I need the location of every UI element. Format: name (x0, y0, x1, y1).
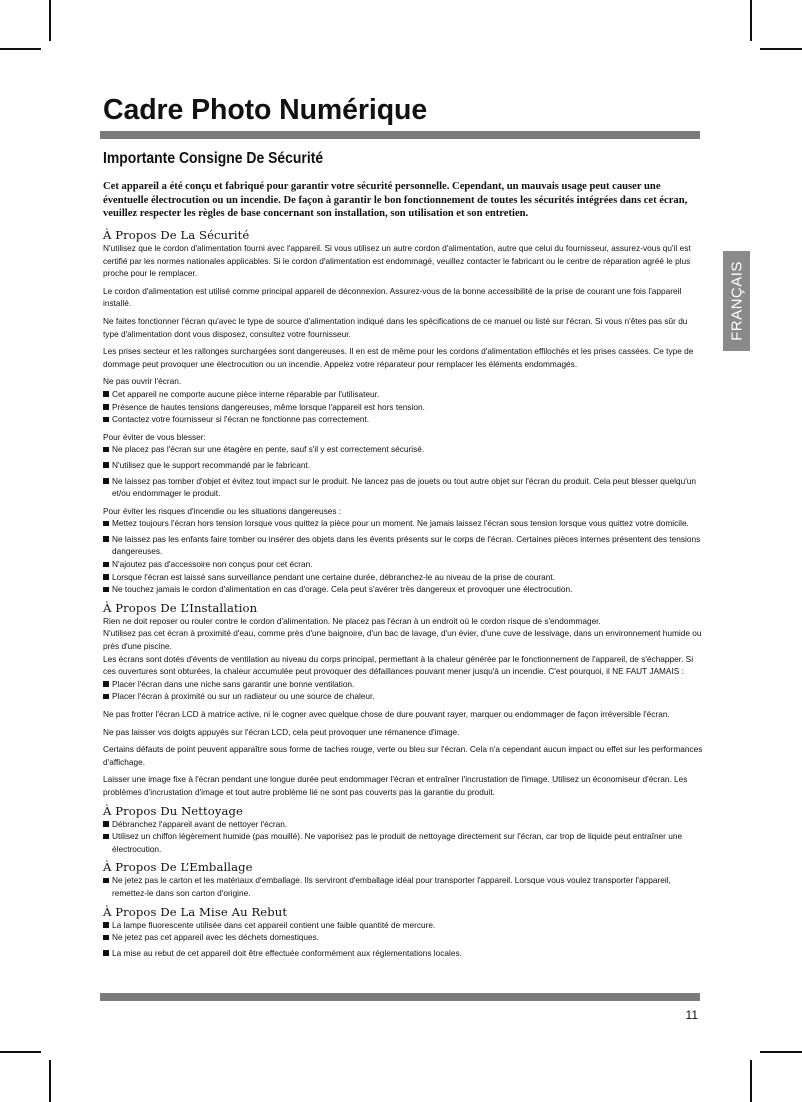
section-securite (103, 228, 703, 596)
square-bullet-icon (103, 478, 109, 484)
square-bullet-icon (103, 447, 109, 453)
square-bullet-icon (103, 404, 109, 410)
paragraph: Les prises secteur et les rallonges surchargées sont dangereuses. Il en est de même pour les cordons d'alimentation effilochés et les prises cassées. Ce type de dommage peut provoquer une électrocution ou un incendie. Appelez votre réparateur pour remplacer les éléments endommagés. (103, 346, 694, 369)
intro-paragraph: Cet appareil a été conçu et fabriqué pour garantir votre sécurité personnelle. Cependant, un mauvais usage peut causer une éventuelle électrocution ou un incendie. De façon à garantir le bon fonctionnement de toutes les sécurités intégrées dans cet écran, veuillez respecter les règles de base concernant son installation, son utilisation et son entretien. (103, 181, 688, 220)
crop-mark-br-v (750, 1060, 752, 1102)
crop-mark-tl-v (49, 0, 51, 41)
list-item: Placer l'écran à proximité ou sur un radiateur ou une source de chaleur. (103, 690, 703, 703)
square-bullet-icon (103, 681, 109, 687)
crop-mark-bl-h (0, 1051, 41, 1053)
language-label: FRANÇAIS (728, 261, 745, 341)
list-label: Ne pas ouvrir l'écran. (103, 376, 182, 387)
title-divider-bar (100, 131, 700, 139)
paragraph: Les écrans sont dotés d'évents de ventilation au niveau du corps principal, permettant à la chaleur générée par le fonctionnement de l'appareil, de s'échapper. Si ces ouvertures sont obturées, la chaleur accumulée peut provoquer des défaillances pouvant mener jusqu'à un incendie. C'est pourquoi, il NE FAUT JAMAIS : (103, 653, 694, 677)
list-item: Ne jetez pas cet appareil avec les déchets domestiques. (103, 931, 703, 944)
paragraph: Le cordon d'alimentation est utilisé comme principal appareil de déconnexion. Assurez-vous de la bonne accessibilité de la prise de courant une fois l'appareil installé. (103, 285, 682, 309)
list-item: Utilisez un chiffon légèrement humide (pas mouillé). Ne vaporisez pas le produit de nettoyage directement sur l'écran, car trop de liquide peut entraîner une électrocution. (103, 830, 703, 855)
square-bullet-icon (103, 694, 109, 700)
list-item: La mise au rebut de cet appareil doit être effectuée conformément aux réglementations locales. (103, 947, 703, 960)
square-bullet-icon (103, 574, 109, 580)
language-side-tab (723, 251, 750, 351)
bullet-list (103, 678, 703, 703)
square-bullet-icon (103, 536, 109, 542)
square-bullet-icon (103, 562, 109, 568)
square-bullet-icon (103, 935, 109, 941)
square-bullet-icon (103, 417, 109, 423)
paragraph: Rien ne doit reposer ou rouler contre le cordon d'alimentation. Ne placez pas l'écran à un endroit où le cordon risque de s'endommager. (103, 615, 601, 626)
square-bullet-icon (103, 462, 109, 468)
section-installation (103, 601, 703, 799)
list-item: Ne laissez pas tomber d'objet et évitez tout impact sur le produit. Ne lancez pas de jouets ou tout autre objet sur l'écran du produit. Cela peut blesser quelqu'un et/ou endommager le produit. (103, 475, 703, 500)
square-bullet-icon (103, 834, 109, 840)
list-item: Lorsque l'écran est laissé sans surveillance pendant une certaine durée, débranchez-le au niveau de la prise de courant. (103, 571, 703, 584)
square-bullet-icon (103, 391, 109, 397)
square-bullet-icon (103, 878, 109, 884)
list-item: Ne placez pas l'écran sur une étagère en pente, sauf s'il y est correctement sécurisé. (103, 443, 703, 456)
section-heading: À Propos De L’Emballage (103, 860, 253, 875)
page-header (103, 94, 700, 126)
section-nettoyage (103, 804, 703, 856)
paragraph: Certains défauts de point peuvent apparaître sous forme de taches rouge, verte ou bleu sur l'écran. Cela n'a cependant aucun impact ou effet sur les performances d'affichage. (103, 744, 703, 767)
paragraph: Laisser une image fixe à l'écran pendant une longue durée peut endommager l'écran et entraîner l'incrustation de l'image. Utilisez un économiseur d'écran. Les problèmes d'incrustation d'image et tout autre problème lié ne sont pas couverts pas la garantie du produit. (103, 774, 688, 797)
section-subtitle: Importante Consigne De Sécurité (103, 150, 324, 167)
paragraph: N'utilisez pas cet écran à proximité d'eau, comme près d'une baignoire, d'un bac de lavage, d'un évier, d'une cuve de lessivage, dans un environnement humide ou près d'une piscine. (103, 628, 702, 652)
section-emballage (103, 860, 703, 899)
list-label: Pour éviter de vous blesser: (103, 431, 206, 442)
list-item: Placer l'écran dans une niche sans garantir une bonne ventilation. (103, 678, 703, 691)
list-item: Contactez votre fournisseur si l'écran ne fonctionne pas correctement. (103, 413, 703, 426)
footer-divider-bar (100, 993, 700, 1001)
list-item: Ne touchez jamais le cordon d'alimentation en cas d'orage. Cela peut s'avérer très dangereux et provoquer une électrocution. (103, 583, 703, 596)
square-bullet-icon (103, 922, 109, 928)
section-rebut (103, 905, 703, 960)
paragraph: Ne pas laisser vos doigts appuyés sur l'écran LCD, cela peut provoquer une rémanence d'image. (103, 726, 460, 737)
list-label: Pour éviter les risques d'incendie ou les situations dangereuses : (103, 505, 342, 516)
section-heading: À Propos De La Mise Au Rebut (103, 904, 288, 919)
bullet-list (103, 388, 703, 426)
bullet-list (103, 919, 703, 960)
paragraph: Ne faites fonctionner l'écran qu'avec le type de source d'alimentation indiqué dans les spécifications de ce manuel ou listé sur l'écran. Si vous n'êtes pas sûr du type d'alimentation dont vous disposez, consultez votre fournisseur. (103, 315, 688, 339)
bullet-list (103, 517, 703, 596)
list-item: Débranchez l'appareil avant de nettoyer l'écran. (103, 818, 703, 831)
square-bullet-icon (103, 587, 109, 593)
section-heading: À Propos De L’Installation (103, 600, 258, 615)
list-item: N'ajoutez pas d'accessoire non conçus pour cet écran. (103, 558, 703, 571)
bullet-list (103, 818, 703, 856)
page-title: Cadre Photo Numérique (103, 94, 428, 126)
crop-mark-bl-v (49, 1060, 51, 1102)
bullet-list (103, 443, 703, 499)
document-body (103, 228, 703, 964)
list-item: Présence de hautes tensions dangereuses, même lorsque l'appareil est hors tension. (103, 401, 703, 414)
list-item: Cet appareil ne comporte aucune pièce interne réparable par l'utilisateur. (103, 388, 703, 401)
square-bullet-icon (103, 521, 109, 527)
list-item: Ne laissez pas les enfants faire tomber ou insérer des objets dans les évents présents sur le corps de l'écran. Certaines pièces internes présentent des tensions dangereuses. (103, 533, 703, 558)
list-item: La lampe fluorescente utilisée dans cet appareil contient une faible quantité de mercure. (103, 919, 703, 932)
crop-mark-tr-h (760, 48, 802, 50)
crop-mark-br-h (760, 1051, 802, 1053)
section-heading: À Propos Du Nettoyage (103, 803, 244, 818)
list-item: Ne jetez pas le carton et les matériaux d'emballage. Ils serviront d'emballage idéal pour transporter l'appareil. Lorsque vous voulez transporter l'appareil, remettez-le dans son carton d'origine. (103, 874, 703, 899)
page-number: 11 (685, 1008, 698, 1022)
section-heading: À Propos De La Sécurité (103, 228, 250, 242)
crop-mark-tr-v (750, 0, 752, 41)
list-item: N'utilisez que le support recommandé par le fabricant. (103, 459, 703, 472)
crop-mark-tl-h (0, 48, 41, 50)
bullet-list (103, 874, 703, 899)
list-item: Mettez toujours l'écran hors tension lorsque vous quittez la pièce pour un moment. Ne jamais laissez l'écran sous tension lorsque vous quittez votre domicile. (103, 517, 703, 530)
paragraph: N'utilisez que le cordon d'alimentation fourni avec l'appareil. Si vous utilisez un autre cordon d'alimentation, autre que celui du fournisseur, assurez-vous qu'il est certifié par les normes nationales applicables. Si le cordon d'alimentation est endommagé, veuillez contacter le fabricant ou le centre de réparation agréé le plus proche pour le remplacer. (103, 243, 691, 279)
paragraph: Ne pas frotter l'écran LCD à matrice active, ni le cogner avec quelque chose de dure pouvant rayer, marquer ou endommager de façon irréversible l'écran. (103, 709, 670, 719)
square-bullet-icon (103, 950, 109, 956)
square-bullet-icon (103, 821, 109, 827)
